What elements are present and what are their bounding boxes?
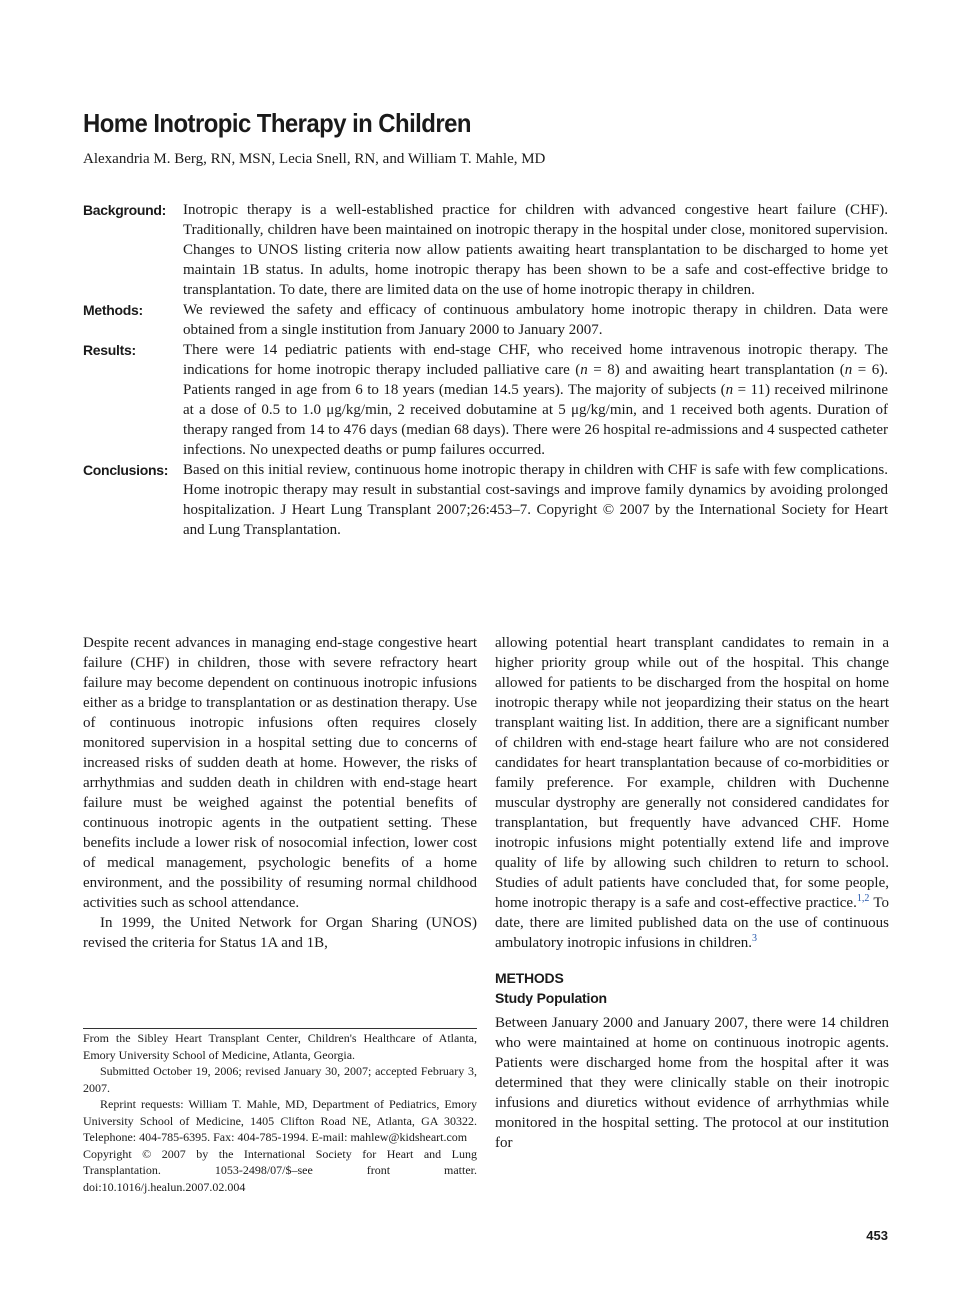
abstract-results-label: Results: — [83, 342, 136, 358]
body-column-right — [495, 633, 889, 1153]
body-paragraph: Despite recent advances in managing end-stage congestive heart failure (CHF) in children, those with severe refractory heart failure may become dependent on continuous inotropic infusions either as a bridge to transplantation or as destination therapy. Use of continuous inotropic infusions often requires closely monitored supervision in a hospital setting due to concerns of increased risks of sudden death at home. However, the risks of arrhythmias and sudden death in children with end-stage heart failure must be weighed against the potential benefits of continuous inotropic agents in the outpatient setting. These benefits include a lower risk of nosocomial infection, lower cost of medical management, psychologic benefits of a home environment, and the possibility of resuming normal childhood activities such as school attendance. — [83, 635, 477, 911]
abstract-background-text: Inotropic therapy is a well-established practice for children with advanced congestive heart failure (CHF). Traditionally, children have been maintained on inotropic therapy in the hospital under close, monitored supervision. Changes to UNOS listing criteria now allow patients awaiting heart transplantation to be discharged to home yet maintain 1B status. In adults, home inotropic therapy has been shown to be a safe and cost-effective bridge to transplantation. To date, there are limited data on the use of home inotropic therapy in children. — [183, 202, 888, 298]
body-text: allowing potential heart transplant candidates to remain in a higher priority group while out of the hospital. This change allowed for patients to be discharged from the hospital on home inotropic therapy while not jeopardizing their status on the heart transplant waiting list. In addition, there are a significant number of children with end-stage heart failure who are not considered candidates for heart transplantation because of co-morbidities or family preference. For example, children with Duchenne muscular dystrophy are generally not considered candidates for transplantation, but frequently have advanced CHF. Home inotropic infusions might potentially extend life and improve quality of life by allowing such children to return to school. Studies of adult patients have concluded that, for some people, home inotropic therapy is a safe and cost-effective practice. — [495, 635, 889, 911]
abstract-conclusions-text: Based on this initial review, continuous home inotropic therapy in children with CHF is safe with few complications. Home inotropic therapy may result in substantial cost-savings and improve family dynamics by avoiding prolonged hospitalization. J Heart Lung Transplant 2007;26:453–7. Copyright © 2007 by the International Society for Heart and Lung Transplantation. — [183, 462, 888, 538]
page-number: 453 — [866, 1228, 888, 1243]
n-symbol: n — [580, 362, 588, 378]
abstract-conclusions — [83, 460, 888, 540]
abstract — [83, 200, 888, 540]
abstract-conclusions-label: Conclusions: — [83, 462, 169, 478]
methods-heading: METHODS — [495, 970, 564, 986]
n-symbol: n — [844, 362, 853, 378]
body-paragraph: Between January 2000 and January 2007, there were 14 children who were maintained at home on continuous inotropic agents. Patients were discharged home from the hospital after it was determined that they were clinically stable on their inotropic infusions and diuretics without evidence of arrhythmias while monitored in the hospital setting. The protocol at our institution for — [495, 1015, 889, 1151]
body-paragraph — [495, 633, 889, 953]
body-text: To date, there are limited published data on the use of continuous ambulatory inotropic infusions in children. — [495, 895, 889, 951]
results-text-part: = 11) received milrinone at a dose of 0.5 to 1.0 μg/kg/min, 2 received dobutamine at 5 μg/kg/min, and 1 received both agents. Duration of therapy ranged from 14 to 476 days (median 68 days). There were 26 hospital re-admissions and 4 suspected catheter infections. No unexpected deaths or pump failures occurred. — [183, 382, 889, 458]
citation-link[interactable]: 1,2 — [856, 893, 870, 904]
author-list: Alexandria M. Berg, RN, MSN, Lecia Snell, RN, and William T. Mahle, MD — [83, 151, 546, 167]
abstract-methods — [83, 300, 888, 340]
article-footnote — [83, 1028, 477, 1195]
footnote-copyright: Copyright © 2007 by the International Society for Heart and Lung Transplantation. 1053-2498/07/$–see front matter. doi:10.1016/j.healun.2007.02.004 — [83, 1146, 477, 1194]
abstract-methods-label: Methods: — [83, 302, 143, 318]
abstract-background-label: Background: — [83, 202, 167, 218]
results-text-part: = 6). Patients ranged in age from 6 to 18 years (median 14.5 years). The majority of subjects ( — [183, 362, 888, 398]
article-title: Home Inotropic Therapy in Children — [83, 108, 471, 138]
abstract-background — [83, 200, 888, 300]
footnote-submitted: Submitted October 19, 2006; revised January 30, 2007; accepted February 3, 2007. — [83, 1064, 477, 1095]
abstract-methods-text: We reviewed the safety and efficacy of continuous ambulatory home inotropic therapy in children. Data were obtained from a single institution from January 2000 to January 2007. — [183, 302, 888, 338]
body-paragraph: In 1999, the United Network for Organ Sharing (UNOS) revised the criteria for Status 1A and 1B, — [83, 915, 477, 951]
footnote-affiliation: From the Sibley Heart Transplant Center, Children's Healthcare of Atlanta, Emory University School of Medicine, Atlanta, Georgia. — [83, 1031, 477, 1062]
abstract-results — [83, 340, 888, 460]
n-symbol: n — [725, 382, 734, 398]
citation-link[interactable]: 3 — [752, 933, 758, 944]
results-text-part: = 8) and awaiting heart transplantation ( — [587, 362, 845, 378]
study-population-heading: Study Population — [495, 990, 607, 1006]
results-text-part: There were 14 pediatric patients with end-stage CHF, who received home intravenous inotropic therapy. The indications for home inotropic therapy included palliative care ( — [183, 342, 888, 378]
body-column-left — [83, 633, 477, 953]
footnote-reprint: Reprint requests: William T. Mahle, MD, Department of Pediatrics, Emory University School of Medicine, 1405 Clifton Road NE, Atlanta, GA 30322. Telephone: 404-785-6395. Fax: 404-785-1994. E-mail: mahlew@kidsheart.com — [83, 1097, 477, 1144]
abstract-results-text — [183, 340, 888, 460]
